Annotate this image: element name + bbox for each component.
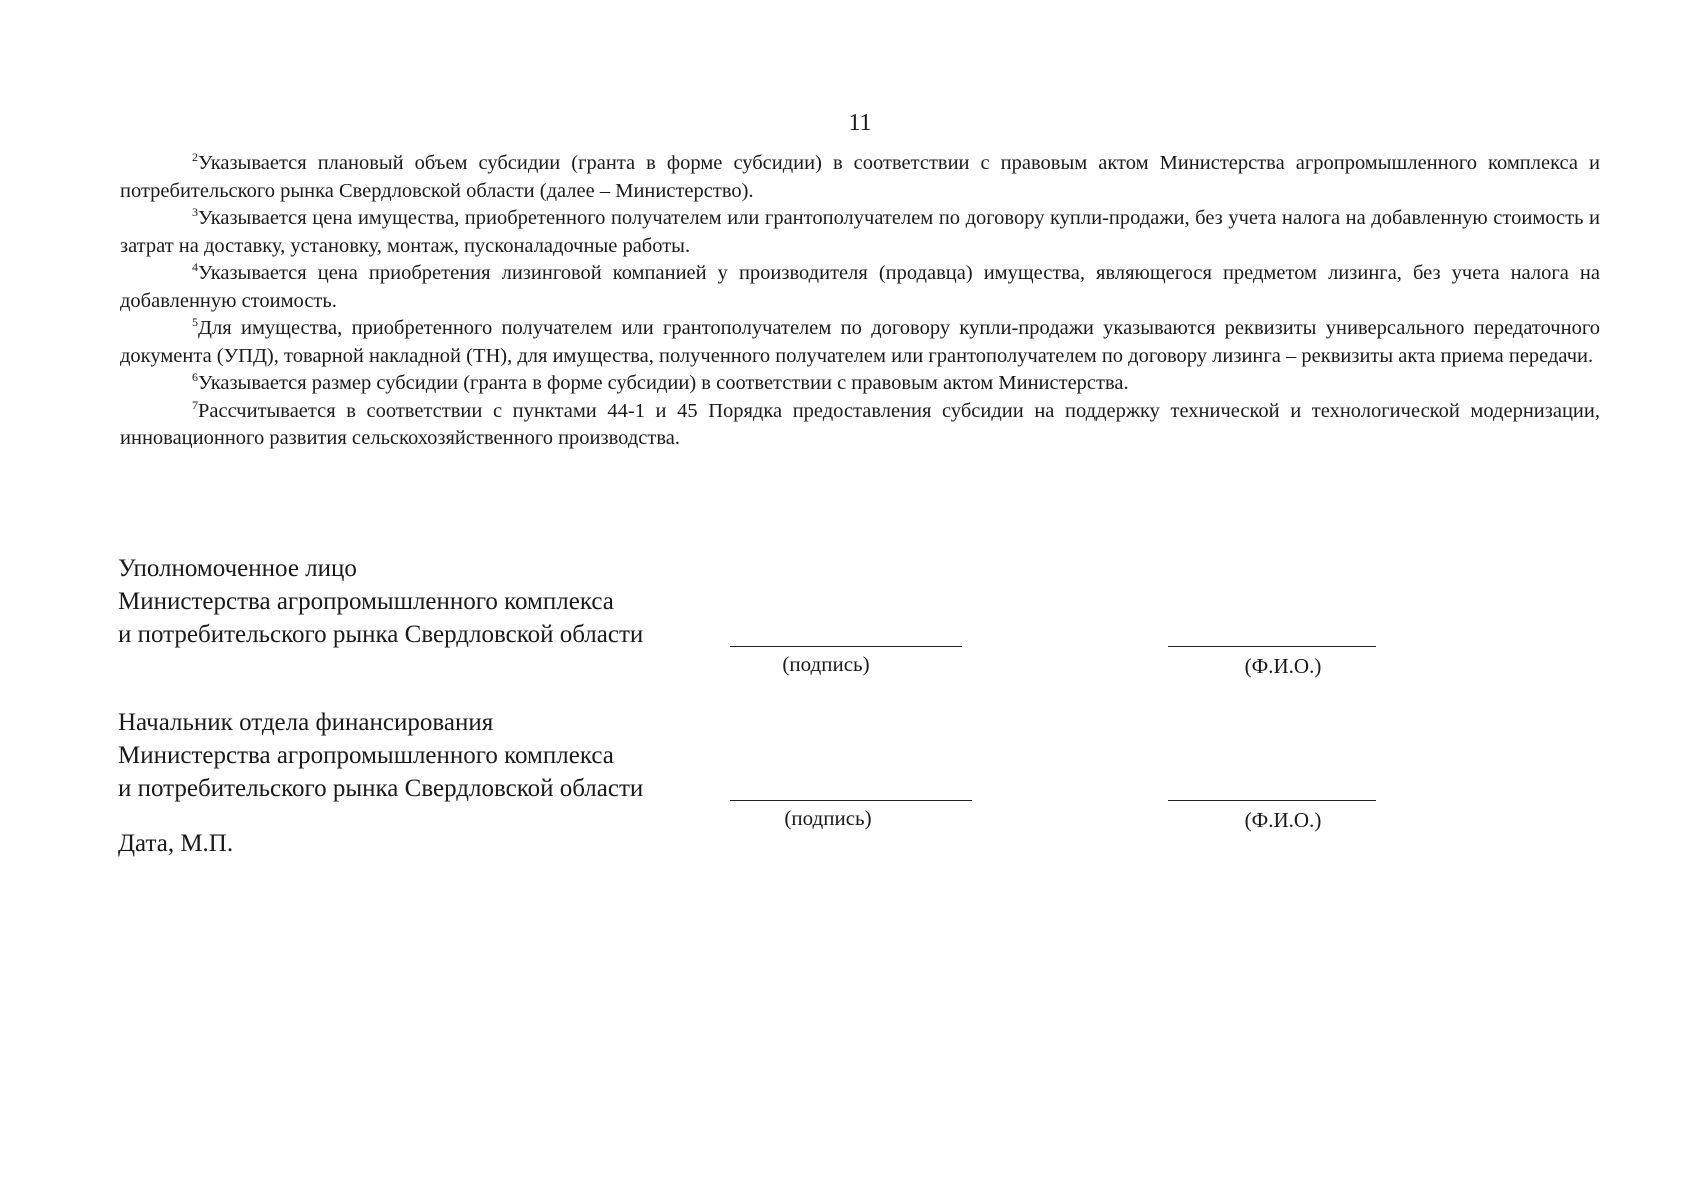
signature-block-finance-head xyxy=(118,706,643,805)
page-number: 11 xyxy=(848,110,872,136)
signature-title-line: Министерства агропромышленного комплекса xyxy=(118,588,614,615)
footnote xyxy=(120,315,1600,370)
footnote-text: Рассчитывается в соответствии с пунктами 44-1 и 45 Порядка предоставления субсидии на поддержку технической и технологической модернизации, инновационного развития сельскохозяйственного производства. xyxy=(120,399,1600,449)
footnote-mark: 2 xyxy=(192,150,198,164)
footnote-mark: 5 xyxy=(192,315,198,329)
signature-title-line: и потребительского рынка Свердловской области xyxy=(118,775,644,802)
signature-caption: (подпись) xyxy=(784,806,872,830)
signature-title-line: и потребительского рынка Свердловской области xyxy=(118,621,644,648)
footnote xyxy=(120,398,1600,453)
name-blank-line[interactable] xyxy=(1168,800,1376,801)
footnote-text: Указывается размер субсидии (гранта в форме субсидии) в соответствии с правовым актом Министерства. xyxy=(198,372,1129,394)
signature-caption: (подпись) xyxy=(782,652,870,676)
footnote xyxy=(120,205,1600,260)
name-caption: (Ф.И.О.) xyxy=(1244,654,1322,678)
signature-title-line: Начальник отдела финансирования xyxy=(118,709,494,736)
signature-title-line: Уполномоченное лицо xyxy=(118,555,357,582)
signature-blank-line[interactable] xyxy=(730,800,972,801)
footnote xyxy=(120,260,1600,315)
date-stamp-label: Дата, М.П. xyxy=(118,830,234,857)
signature-blank-line[interactable] xyxy=(730,646,962,647)
footnote-mark: 6 xyxy=(192,370,198,384)
footnote-mark: 7 xyxy=(192,397,198,412)
footnotes-section xyxy=(120,150,1600,453)
footnote-mark: 4 xyxy=(192,260,198,274)
footnote-text: Указывается плановый объем субсидии (гранта в форме субсидии) в соответствии с правовым актом Министерства агропромышленного комплекса и потребительского рынка Свердловской области (далее – Министерство). xyxy=(120,152,1600,202)
signature-title-line: Министерства агропромышленного комплекса xyxy=(118,742,614,769)
name-blank-line[interactable] xyxy=(1168,646,1376,647)
signature-block-authorized-person xyxy=(118,552,643,651)
name-caption: (Ф.И.О.) xyxy=(1244,808,1322,832)
footnote xyxy=(120,150,1600,205)
footnote xyxy=(120,370,1600,398)
footnote-text: Для имущества, приобретенного получателем или грантополучателем по договору купли-продажи указываются реквизиты универсального передаточного документа (УПД), товарной накладной (ТН), для имущества, полученного получателем или грантополучателем по договору лизинга – реквизиты акта приема передачи. xyxy=(120,317,1600,367)
footnote-mark: 3 xyxy=(192,205,198,219)
footnote-text: Указывается цена приобретения лизинговой компанией у производителя (продавца) имущества, являющегося предметом лизинга, без учета налога на добавленную стоимость. xyxy=(120,262,1600,312)
footnote-text: Указывается цена имущества, приобретенного получателем или грантополучателем по договору купли-продажи, без учета налога на добавленную стоимость и затрат на доставку, установку, монтаж, пусконаладочные работы. xyxy=(120,207,1600,257)
